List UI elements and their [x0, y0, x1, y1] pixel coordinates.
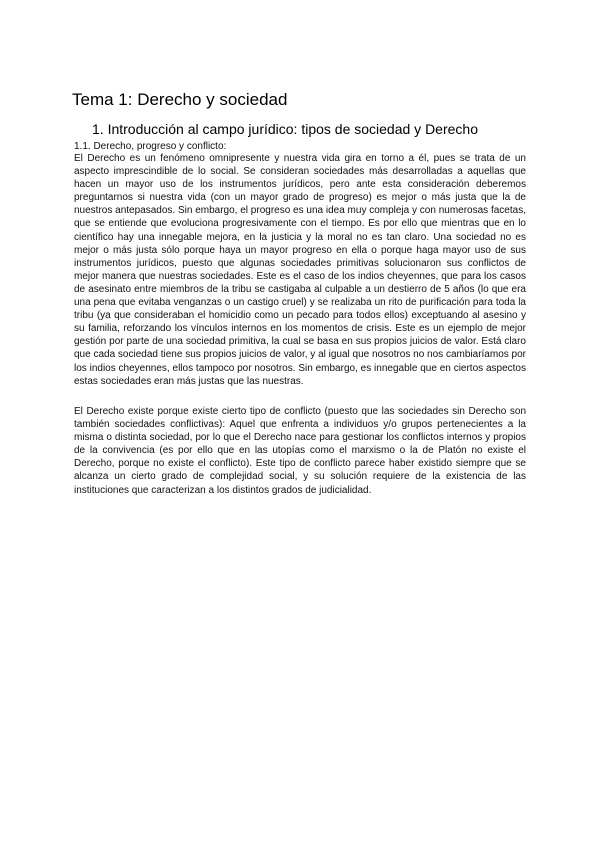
document-title: Tema 1: Derecho y sociedad [72, 90, 288, 109]
body-paragraph-2: El Derecho existe porque existe cierto tipo de conflicto (puesto que las sociedades sin Derecho son también sociedades conflictivas): Aquel que enfrenta a individuos y/o grupos pertenecientes a la misma o distinta sociedad, por lo que el Derecho nace para gestionar los conflictos internos y propios de la convivencia (es por ello que en las utopías como el marxismo o la de Platón no existe el Derecho, porque no existe el conflicto). Este tipo de conflicto parece haber existido siempre que se alcanza un cierto grado de complejidad social, y su solución requiere de la existencia de las instituciones que caracterizan a los distintos grados de judicialidad. [74, 406, 526, 496]
body-paragraph-1: El Derecho es un fenómeno omnipresente y nuestra vida gira en torno a él, pues se trata de un aspecto imprescindible de lo social. Se consideran sociedades más desarrolladas a aquellas que hacen un mayor uso de los instrumentos jurídicos, pero ante esta consideración deberemos preguntarnos si nuestra vida (con un mayor grado de progreso) es mejor o más justa que la de nuestros antepasados. Sin embargo, el progreso es una idea muy compleja y con numerosas facetas, que se entiende que evoluciona progresivamente con el tiempo. Es por ello que mientras que en lo científico hay una innegable mejora, en la justicia y la moral no es tan claro. Una sociedad no es mejor o más justa sólo porque haya un mayor progreso en ella o porque haga mayor uso de sus instrumentos jurídicos, puesto que algunas sociedades primitivas solucionaron sus conflictos de mejor manera que nuestras sociedades. Este es el caso de los indios cheyennes, que para los casos de asesinato entre miembros de la tribu se castigaba al culpable a un destierro de 5 años (lo que era una pena que evitaba venganzas o un castigo cruel) y se realizaba un rito de purificación para toda la tribu (ya que consideraban el homicidio como un pecado para todos ellos) exceptuando al asesino y su familia, reforzando los vínculos internos en los momentos de crisis. Este es un ejemplo de mejor gestión por parte de una sociedad primitiva, la cual se basa en sus propios juicios de valor. Está claro que cada sociedad tiene sus propios juicios de valor, y al igual que nosotros no nos cambiaríamos por los indios cheyennes, ellos tampoco por nosotros. Sin embargo, es innegable que en ciertos aspectos estas sociedades eran más justas que las nuestras. [74, 153, 526, 387]
subsection-heading: 1.1. Derecho, progreso y conflicto: [74, 141, 227, 152]
section-heading: 1. Introducción al campo jurídico: tipos de sociedad y Derecho [92, 121, 478, 137]
